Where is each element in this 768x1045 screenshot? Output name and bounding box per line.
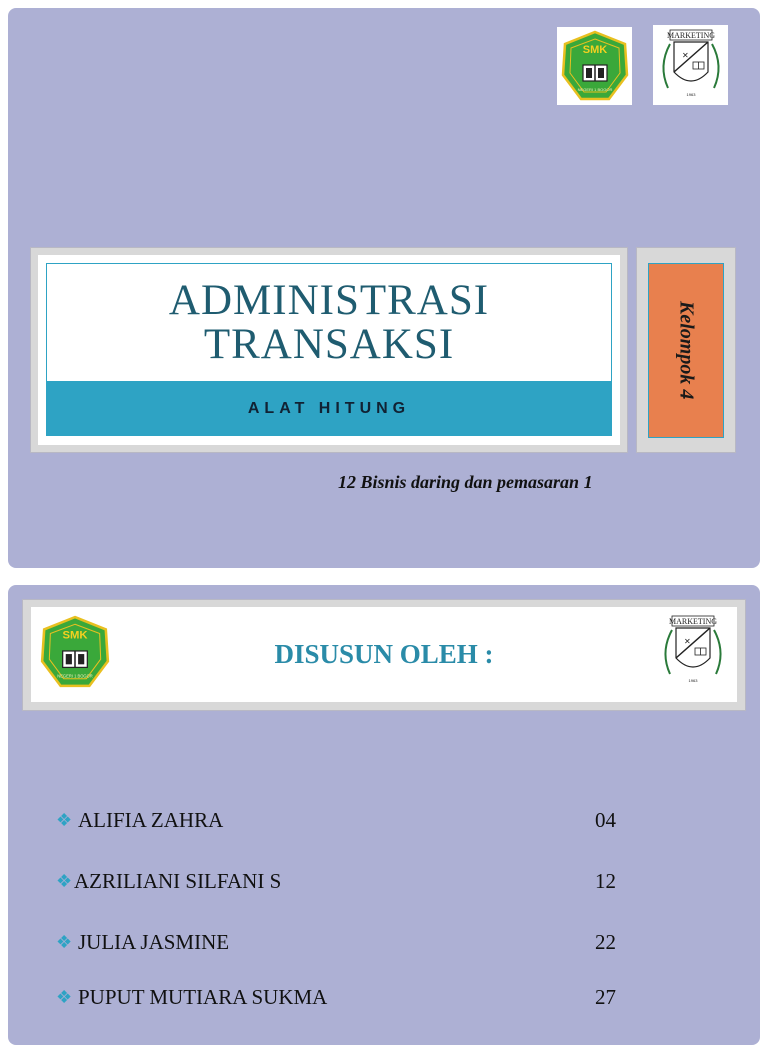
svg-text:NEGERI 1 BOGOR: NEGERI 1 BOGOR xyxy=(57,673,93,679)
member-name: ALIFIA ZAHRA xyxy=(78,808,224,832)
member-number: 27 xyxy=(595,985,616,1009)
class-label: 12 Bisnis daring dan pemasaran 1 xyxy=(338,472,593,492)
svg-text:1963: 1963 xyxy=(688,678,698,683)
member-number: 22 xyxy=(595,930,616,954)
title-box xyxy=(46,263,612,381)
member-row xyxy=(56,869,616,897)
title-line-2: TRANSAKSI xyxy=(203,320,455,368)
subtitle: ALAT HITUNG xyxy=(247,399,411,417)
svg-text:MARKETING: MARKETING xyxy=(666,31,715,40)
marketing-logo xyxy=(653,25,728,105)
title-frame xyxy=(30,247,628,453)
member-number: 12 xyxy=(595,869,616,893)
title-slide xyxy=(8,8,760,568)
diamond-bullet-icon: ❖ xyxy=(56,932,73,952)
group-label: Kelompok 4 xyxy=(675,301,698,400)
svg-text:MARKETING: MARKETING xyxy=(669,617,717,626)
member-name: PUPUT MUTIARA SUKMA xyxy=(78,985,328,1009)
svg-text:✕: ✕ xyxy=(681,51,689,60)
svg-text:SMK: SMK xyxy=(62,629,88,642)
diamond-bullet-icon: ❖ xyxy=(56,810,73,830)
members-slide xyxy=(8,585,760,1045)
member-row xyxy=(56,808,616,836)
svg-text:1963: 1963 xyxy=(686,92,695,97)
group-label-box xyxy=(648,263,724,438)
svg-text:✕: ✕ xyxy=(684,637,691,646)
marketing-logo xyxy=(657,611,729,691)
svg-text:SMK: SMK xyxy=(582,44,607,56)
member-number: 04 xyxy=(595,808,616,832)
member-name: JULIA JASMINE xyxy=(78,930,230,954)
svg-text:NEGERI 1 BOGOR: NEGERI 1 BOGOR xyxy=(577,87,612,92)
member-row xyxy=(56,985,616,1013)
header-frame xyxy=(22,599,746,711)
members-title: DISUSUN OLEH : xyxy=(274,639,494,669)
smk-logo xyxy=(557,27,632,105)
member-row xyxy=(56,930,616,958)
member-name: AZRILIANI SILFANI S xyxy=(74,869,282,893)
diamond-bullet-icon: ❖ xyxy=(56,987,73,1007)
subtitle-band xyxy=(46,381,612,436)
group-label-frame xyxy=(636,247,736,453)
diamond-bullet-icon: ❖ xyxy=(56,871,73,891)
title-line-1: ADMINISTRASI xyxy=(168,276,490,324)
